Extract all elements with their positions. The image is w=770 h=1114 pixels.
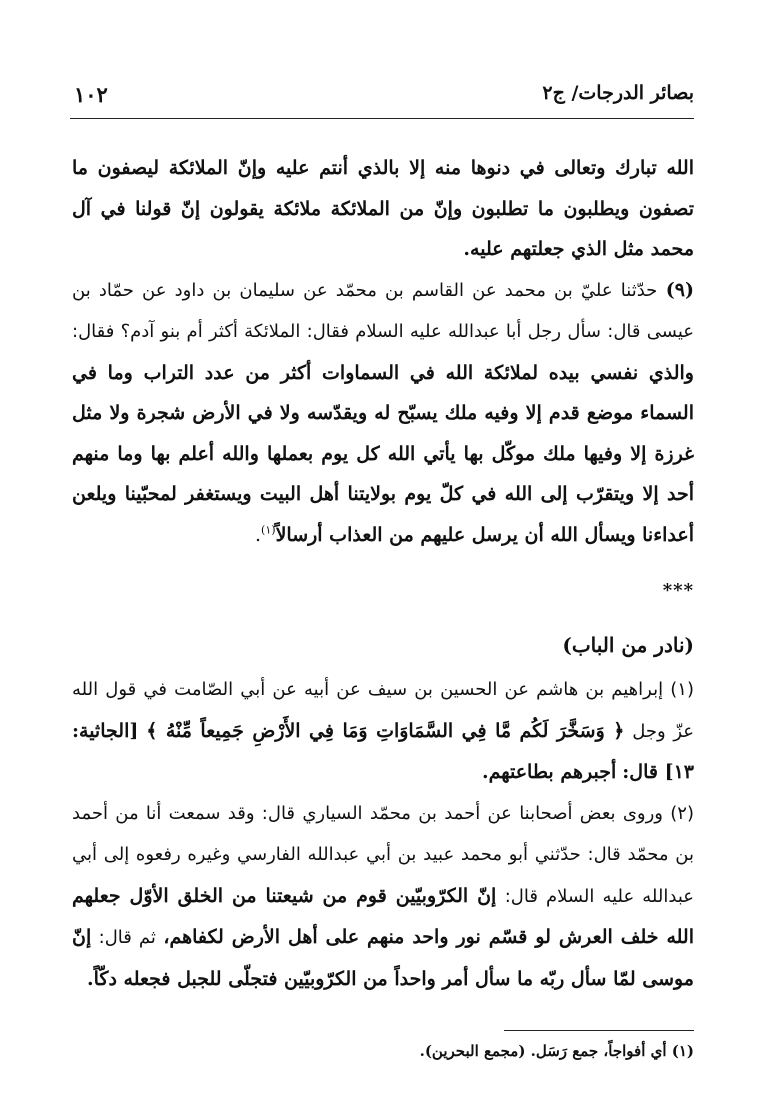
hadith-text: أجبرهم بطاعتهم. [481,761,617,783]
footnote-marker: (١) [261,523,276,537]
verse-reference: [الجاثية: ١٣] قال: [72,719,694,783]
hadith-text-continued: إنّ موسى لمّا سأل ربّه ما سأل أمر واحداً من الكرّوبيّين فتجلّى للجبل فجعله دكّاً. [72,926,694,990]
paragraph-text: الله تبارك وتعالى في دنوها منه إلا بالذي أنتم عليه وإنّ الملائكة ليصفون ما تصفون ويطلبون ما تطلبون وإنّ من الملائكة ملائكة يقولون إنّ قولنا في آل محمد مثل الذي جعلتهم عليه. [72,157,694,260]
paragraph-continuation [72,148,694,270]
page-number: ١٠٢ [74,82,108,107]
main-text [72,148,694,999]
hadith-2 [72,793,694,1000]
hadith-chain: حدّثنا عليّ بن محمد عن القاسم بن محمّد عن سليمان بن داود عن حمّاد بن عيسى قال: سأل رجل أبا عبدالله عليه السلام فقال: الملائكة أكثر أم بنو آدم؟ فقال: [72,279,694,342]
quran-verse: ﴿ وَسَخَّرَ لَكُم مَّا فِي السَّمَاوَاتِ وَمَا فِي الأَرْضِ جَمِيعاً مِّنْهُ ﴾ [146,719,625,742]
footnote: (١) أي أفواجاً، جمع رَسَل. (مجمع البحرين). [419,1042,694,1060]
hadith-1 [72,669,694,793]
hadith-chain: (٢) وروى بعض أصحابنا عن أحمد بن محمّد السياري قال: وقد سمعت أنا من أحمد بن محمّد قال: حدّثني أبو محمد عبيد بن أبي عبدالله الفارسي وغيره رفعوه إلى أبي عبدالله عليه السلام قال: [72,802,694,907]
running-title: بصائر الدرجات/ ج٢ [542,82,694,104]
section-separator: *** [662,580,694,601]
footnote-divider [504,1030,694,1031]
hadith-number: (٩) [665,278,694,301]
hadith-text: والذي نفسي بيده لملائكة الله في السماوات أكثر من عدد التراب وما في السماء موضع قدم إلا وفيه ملك يسبّح له ويقدّسه ولا في الأرض شجرة ولا مثل غرزة إلا وفيها ملك موكّل بها يأتي الله كل يوم بعملها والله أعلم بها وما منهم أحد إلا ويتقرّب إلى الله في كلّ يوم بولايتنا أهل البيت ويستغفر لمحبّينا ويلعن أعداءنا ويسأل الله أن يرسل عليهم من العذاب أرسالاً [72,361,694,546]
hadith-9: (٩) حدّثنا عليّ بن محمد عن القاسم بن محمّد عن سليمان بن داود عن حمّاد بن عيسى قال: سأل رجل أبا عبدالله عليه السلام فقال: الملائكة أكثر أم بنو آدم؟ فقال: والذي نفسي بيده لملائكة الله في السماوات أكثر من عدد التراب وما في السماء موضع قدم إلا وفيه ملك يسبّح له ويقدّسه ولا في الأرض شجرة ولا مثل غرزة إلا وفيها ملك موكّل بها يأتي الله كل يوم بعملها والله أعلم بها وما منهم أحد إلا ويتقرّب إلى الله في كلّ يوم بولايتنا أهل البيت ويستغفر لمحبّينا ويلعن أعداءنا ويسأل الله أن يرسل عليهم من العذاب أرسالاً$^{(١)}$. [72,278,694,546]
hadith-connector: ثم قال: [98,927,156,948]
hadith-text: إنّ الكرّوبيّين قوم من شيعتنا من الخلق الأوّل جعلهم الله خلف العرش لو قسّم نور واحد منهم على أهل الأرض لكفاهم، [72,884,694,948]
page-header [70,78,694,119]
hadith-chain: (١) إبراهيم بن هاشم عن الحسين بن سيف عن أبيه عن أبي الصّامت في قول الله عزّ وجل [72,679,694,742]
section-title: (نادر من الباب) [562,633,694,657]
